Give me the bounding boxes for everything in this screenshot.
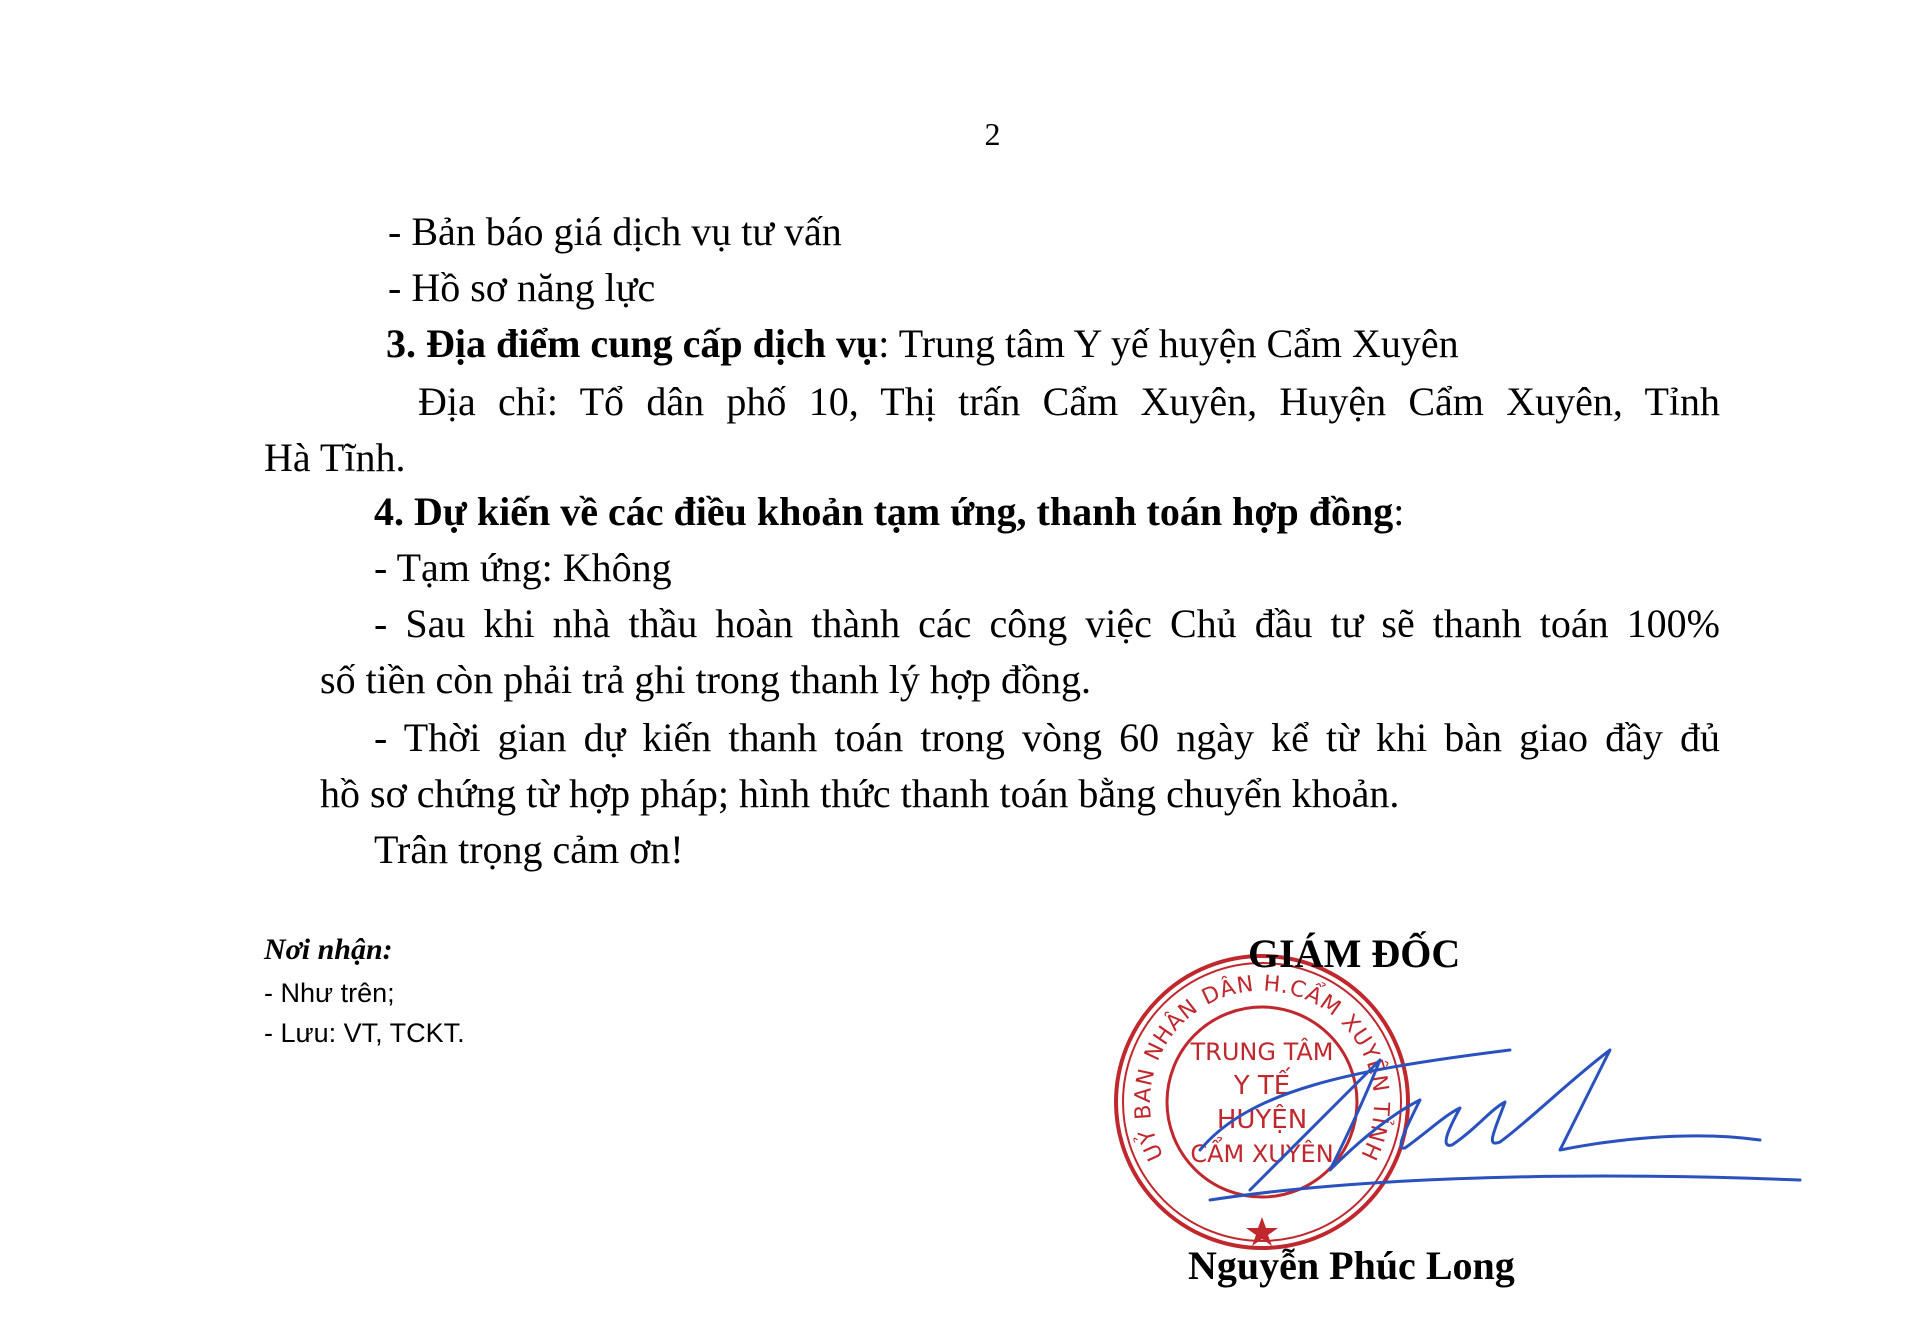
stamp-line: CẨM XUYÊN	[1190, 1140, 1334, 1168]
stamp-outer-text: UỶ BAN NHÂN DÂN H.CẨM XUYÊN TỈNH	[1130, 971, 1394, 1165]
payment-time-line-1: - Thời gian dự kiến thanh toán trong vòng 60 ngày kể từ khi bàn giao đầy đủ	[374, 715, 1720, 760]
signer-name: Nguyễn Phúc Long	[1188, 1243, 1515, 1288]
handwritten-signature	[1190, 1030, 1810, 1210]
signer-title: GIÁM ĐỐC	[1248, 931, 1461, 976]
payment-time-line-2: hồ sơ chứng từ hợp pháp; hình thức thanh toán bằng chuyển khoản.	[320, 771, 1400, 816]
payment-line-1: - Sau khi nhà thầu hoàn thành các công việc Chủ đầu tư sẽ thanh toán 100%	[374, 601, 1720, 646]
recipient-item: - Như trên;	[264, 978, 395, 1008]
payment-line-2: số tiền còn phải trả ghi trong thanh lý hợp đồng.	[320, 657, 1092, 702]
stamp-line: TRUNG TÂM	[1190, 1038, 1334, 1066]
recipient-item: - Lưu: VT, TCKT.	[264, 1018, 465, 1048]
stamp-line: HUYỆN	[1216, 1105, 1308, 1135]
advance-payment: - Tạm ứng: Không	[374, 545, 672, 590]
section-4-heading: 4. Dự kiến về các điều khoản tạm ứng, thanh toán hợp đồng	[374, 489, 1394, 534]
section-3-text: : Trung tâm Y yế huyện Cẩm Xuyên	[878, 321, 1459, 366]
address-line-2: Hà Tĩnh.	[264, 435, 406, 480]
attachment-capability-profile: - Hồ sơ năng lực	[388, 265, 656, 310]
section-3-line	[386, 320, 1459, 368]
section-3-heading: 3. Địa điểm cung cấp dịch vụ	[386, 321, 879, 366]
recipients-title: Nơi nhận:	[264, 933, 393, 966]
address-line-1: Địa chỉ: Tổ dân phố 10, Thị trấn Cẩm Xuyên, Huyện Cẩm Xuyên, Tỉnh	[418, 379, 1720, 424]
section-4-heading-suffix: :	[1393, 489, 1405, 534]
stamp-line: Y TẾ	[1233, 1071, 1291, 1101]
closing-thanks: Trân trọng cảm ơn!	[374, 827, 684, 872]
attachment-quote: - Bản báo giá dịch vụ tư vấn	[388, 209, 842, 254]
section-4-line	[374, 488, 1404, 536]
page-number: 2	[984, 116, 1001, 152]
